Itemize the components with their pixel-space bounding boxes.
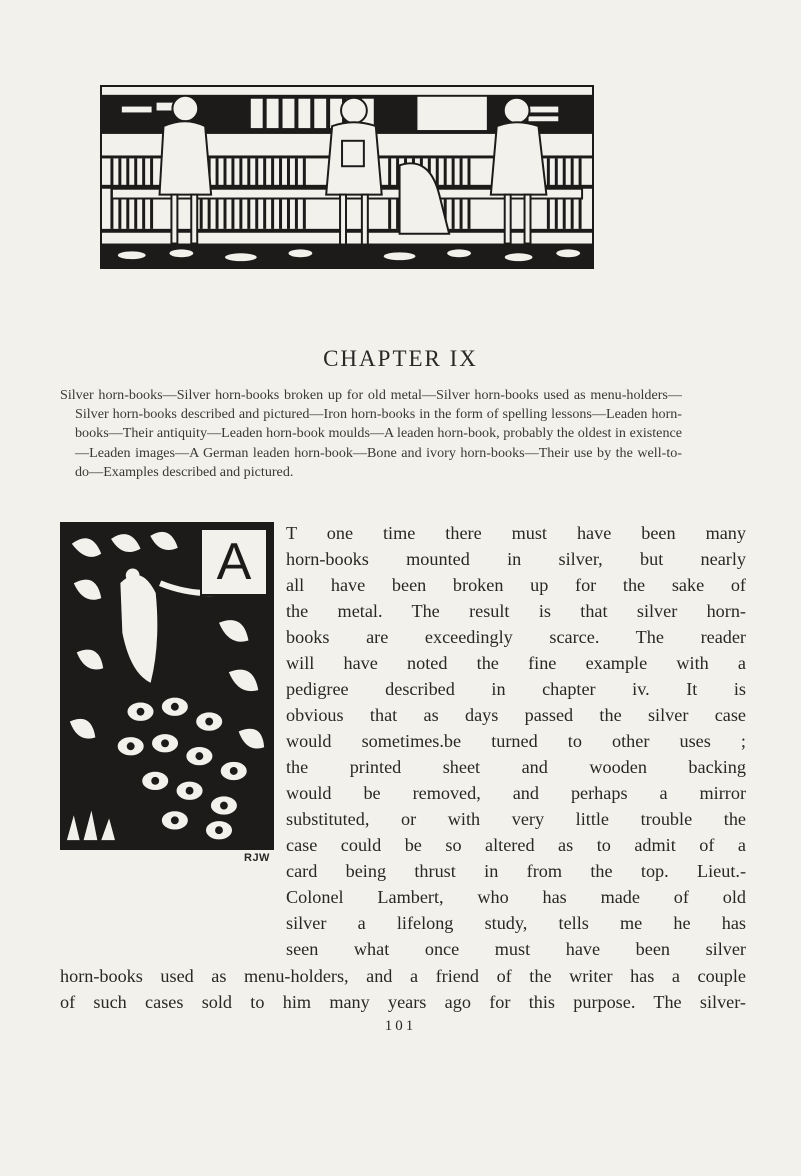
- body-line: would be removed, and perhaps a mirror: [286, 783, 746, 803]
- body-line: substituted, or with very little trouble the: [286, 809, 746, 829]
- body-line: card being thrust in from the top. Lieut.-: [286, 861, 746, 881]
- body-line: all have been broken up for the sake of: [286, 575, 746, 595]
- decorated-initial: [60, 522, 274, 850]
- initial-letter: A: [200, 528, 268, 596]
- body-line: seen what once must have been silver: [286, 939, 746, 959]
- body-line: T one time there must have been many: [286, 523, 746, 543]
- body-line: horn-books used as menu-holders, and a friend of the writer has a couple: [60, 966, 746, 986]
- body-line: pedigree described in chapter iv. It is: [286, 679, 746, 699]
- body-line: the printed sheet and wooden backing: [286, 757, 746, 777]
- page-number: 101: [384, 1018, 417, 1034]
- illustrator-monogram: RJW: [244, 852, 270, 864]
- chapter-synopsis: Silver horn-books—Silver horn-books broken up for old metal—Silver horn-books used as menu-holders—Silver horn-books described and pictured—Iron horn-books in the form of spelling lessons—Leaden horn-books—Their antiquity—Leaden horn-book moulds—A leaden horn-book, probably the oldest in existence—Leaden images—A German leaden horn-book—Bone and ivory horn-books—Their use by the well-to-do—Examples described and pictured.: [60, 387, 682, 480]
- body-line: would sometimes.be turned to other uses ;: [286, 731, 746, 751]
- body-line: the metal. The result is that silver horn-: [286, 601, 746, 621]
- body-line: of such cases sold to him many years ago for this purpose. The silver-: [60, 992, 746, 1012]
- body-line: horn-books mounted in silver, but nearly: [286, 549, 746, 569]
- body-line: case could be so altered as to admit of a: [286, 835, 746, 855]
- schoolroom-illustration: [102, 87, 592, 267]
- body-line: silver a lifelong study, tells me he has: [286, 913, 746, 933]
- headpiece-illustration: [100, 85, 594, 269]
- body-line: Colonel Lambert, who has made of old: [286, 887, 746, 907]
- body-line: books are exceedingly scarce. The reader: [286, 627, 746, 647]
- body-line: will have noted the fine example with a: [286, 653, 746, 673]
- chapter-title: CHAPTER IX: [323, 346, 478, 371]
- body-line: obvious that as days passed the silver case: [286, 705, 746, 725]
